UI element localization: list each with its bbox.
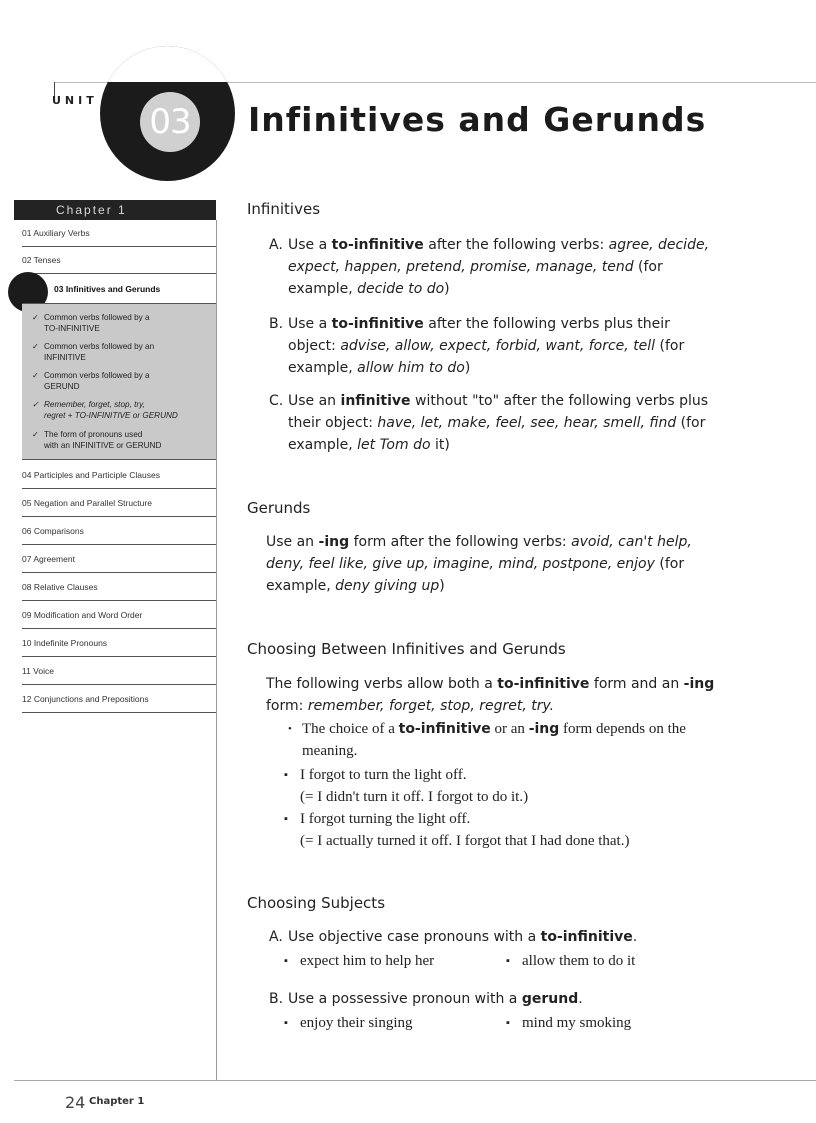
sidebar-item-label: 12 Conjunctions and Prepositions [22, 694, 149, 704]
text-bold: -ing [318, 534, 350, 550]
unit-number: 03 [140, 92, 200, 152]
sidebar-item[interactable] [22, 574, 216, 601]
rule-label: A. [269, 929, 283, 945]
check-icon: ✓ [32, 430, 39, 439]
text: after the following verbs: [423, 237, 609, 253]
text: mind my smoking [522, 1015, 632, 1031]
bullet-icon: • [288, 723, 292, 735]
text: Use an [266, 534, 319, 550]
section-heading-subjects: Choosing Subjects [247, 894, 386, 912]
subject-b-example-2 [506, 1012, 632, 1034]
subject-rule-b [269, 988, 718, 1010]
text: or an [490, 721, 529, 737]
text-italic: advise, allow, expect, forbid, want, force, tell [340, 338, 656, 354]
submenu-line: Remember, forget, stop, try, [44, 400, 145, 409]
bullet-icon: ▪ [284, 955, 288, 967]
section-heading-gerunds: Gerunds [247, 499, 311, 517]
text-bold: to-infinitive [331, 316, 424, 332]
example-1 [284, 764, 467, 786]
page-number: 24 [65, 1093, 86, 1112]
sidebar-item-label: 06 Comparisons [22, 526, 84, 536]
sidebar-item[interactable] [22, 658, 216, 685]
text-italic: let Tom do [357, 437, 431, 453]
text: (for example, [288, 259, 663, 297]
text-italic: deny giving up [335, 578, 440, 594]
sidebar-item[interactable] [22, 220, 216, 247]
rule-label: C. [269, 393, 284, 409]
submenu-line: INFINITIVE [44, 353, 86, 362]
section-heading-infinitives: Infinitives [247, 200, 321, 218]
submenu-item[interactable] [32, 429, 214, 451]
submenu-item[interactable] [32, 370, 214, 392]
subject-a-example-2 [506, 950, 636, 972]
subject-a-example-1 [284, 950, 435, 972]
text-bold: -ing [528, 721, 560, 737]
sidebar-item[interactable] [22, 462, 216, 489]
text: form: [266, 698, 308, 714]
section-heading-choosing: Choosing Between Infinitives and Gerunds [247, 640, 566, 658]
text-bold: to-infinitive [398, 721, 491, 737]
sidebar-item-label: 09 Modification and Word Order [22, 610, 143, 620]
rule-c [269, 390, 713, 456]
text-bold: gerund [521, 991, 579, 1007]
sidebar-item[interactable] [22, 602, 216, 629]
sidebar-divider [216, 220, 217, 1080]
check-icon: ✓ [32, 400, 39, 409]
choosing-rule [266, 673, 716, 717]
sidebar-item-label: 05 Negation and Parallel Structure [22, 498, 152, 508]
text: allow them to do it [522, 953, 636, 969]
check-icon: ✓ [32, 371, 39, 380]
submenu-line: GERUND [44, 382, 80, 391]
sidebar-item-label: 08 Relative Clauses [22, 582, 98, 592]
sidebar-item-label: 02 Tenses [22, 255, 61, 265]
sidebar-item-label: 04 Participles and Participle Clauses [22, 470, 160, 480]
subject-rule-a [269, 926, 718, 948]
submenu-line: Common verbs followed by a [44, 313, 150, 322]
text: after the following verbs plus their object: [288, 316, 670, 354]
check-icon: ✓ [32, 313, 39, 322]
example-2-gloss: (= I actually turned it off. I forgot that I had done that.) [300, 833, 630, 849]
text: Use objective case pronouns with a [288, 929, 541, 945]
text-bold: to-infinitive [497, 676, 590, 692]
text: Use a [288, 316, 332, 332]
submenu-line: Common verbs followed by a [44, 371, 150, 380]
sidebar-item[interactable] [22, 546, 216, 573]
footer-chapter: Chapter 1 [89, 1096, 145, 1107]
submenu-item[interactable] [32, 399, 214, 421]
text-italic: remember, forget, stop, regret, try. [307, 698, 555, 714]
text: enjoy their singing [300, 1015, 413, 1031]
rule-label: A. [269, 237, 283, 253]
sidebar-item[interactable] [22, 630, 216, 657]
submenu-line: with an INFINITIVE or GERUND [44, 441, 162, 450]
text: form depends on the meaning. [302, 721, 686, 759]
sidebar-item[interactable] [22, 490, 216, 517]
text: it) [430, 437, 450, 453]
text: Use a possessive pronoun with a [288, 991, 522, 1007]
text: I forgot turning the light off. [300, 811, 471, 827]
sidebar-item-label: 01 Auxiliary Verbs [22, 228, 90, 238]
bullet-icon: ▪ [284, 813, 288, 825]
text-bold: infinitive [340, 393, 411, 409]
subject-b-example-1 [284, 1012, 413, 1034]
bullet-icon: ▪ [506, 1017, 510, 1029]
sidebar-item[interactable] [22, 247, 216, 274]
text-italic: decide to do [357, 281, 445, 297]
sidebar-chapter-heading: Chapter 1 [14, 200, 216, 220]
submenu-line: TO-INFINITIVE [44, 324, 100, 333]
example-2 [284, 808, 471, 830]
text: . [578, 991, 583, 1007]
text: The following verbs allow both a [266, 676, 498, 692]
text-italic: avoid, can't help, deny, feel like, give up, imagine, mind, postpone, enjoy [266, 534, 692, 572]
text: Use a [288, 237, 332, 253]
text-italic: have, let, make, feel, see, hear, smell, find [377, 415, 677, 431]
unit-label: UNIT [52, 94, 98, 107]
check-icon: ✓ [32, 342, 39, 351]
sidebar-item-label: 11 Voice [22, 666, 54, 676]
text: form and an [589, 676, 684, 692]
sidebar-item-active[interactable]: 03 Infinitives and Gerunds [54, 284, 161, 294]
text: Use an [288, 393, 341, 409]
sidebar-item[interactable] [22, 518, 216, 545]
text: ) [464, 360, 471, 376]
text-italic: agree, decide, expect, happen, pretend, promise, manage, tend [288, 237, 710, 275]
text: ) [444, 281, 450, 297]
submenu-line: The form of pronouns used [44, 430, 143, 439]
text: The choice of a [302, 721, 399, 737]
text: I forgot to turn the light off. [300, 767, 467, 783]
bullet-icon: ▪ [506, 955, 510, 967]
text-italic: allow him to do [357, 360, 465, 376]
rule-label: B. [269, 316, 284, 332]
footer-rule [14, 1080, 816, 1081]
text: expect him to help her [300, 953, 435, 969]
rule-a [269, 234, 728, 300]
text: without "to" after the following verbs plus their object: [288, 393, 709, 431]
rule-b [269, 313, 718, 379]
text: (for example, [288, 338, 685, 376]
bullet-icon: ▪ [284, 1017, 288, 1029]
sidebar-item-label: 07 Agreement [22, 554, 75, 564]
gerund-rule [266, 531, 706, 597]
text-bold: -ing [683, 676, 715, 692]
text: (for example, [288, 415, 706, 453]
sidebar-rule [22, 459, 216, 460]
text: ) [439, 578, 445, 594]
bullet-icon: ▪ [284, 769, 288, 781]
text-bold: to-infinitive [540, 929, 633, 945]
rule-label: B. [269, 991, 284, 1007]
choosing-note [288, 718, 722, 762]
text: form after the following verbs: [349, 534, 572, 550]
page-title: Infinitives and Gerunds [248, 100, 707, 139]
submenu-item[interactable] [32, 341, 214, 363]
submenu-line: Common verbs followed by an [44, 342, 155, 351]
text: . [632, 929, 638, 945]
text-bold: to-infinitive [331, 237, 424, 253]
example-1-gloss: (= I didn't turn it off. I forgot to do it.) [300, 789, 529, 805]
sidebar-item-label: 10 Indefinite Pronouns [22, 638, 108, 648]
submenu-line: regret + TO-INFINITIVE or GERUND [44, 411, 178, 420]
submenu-item[interactable] [32, 312, 214, 334]
sidebar-item[interactable] [22, 686, 216, 713]
text: (for example, [266, 556, 685, 594]
